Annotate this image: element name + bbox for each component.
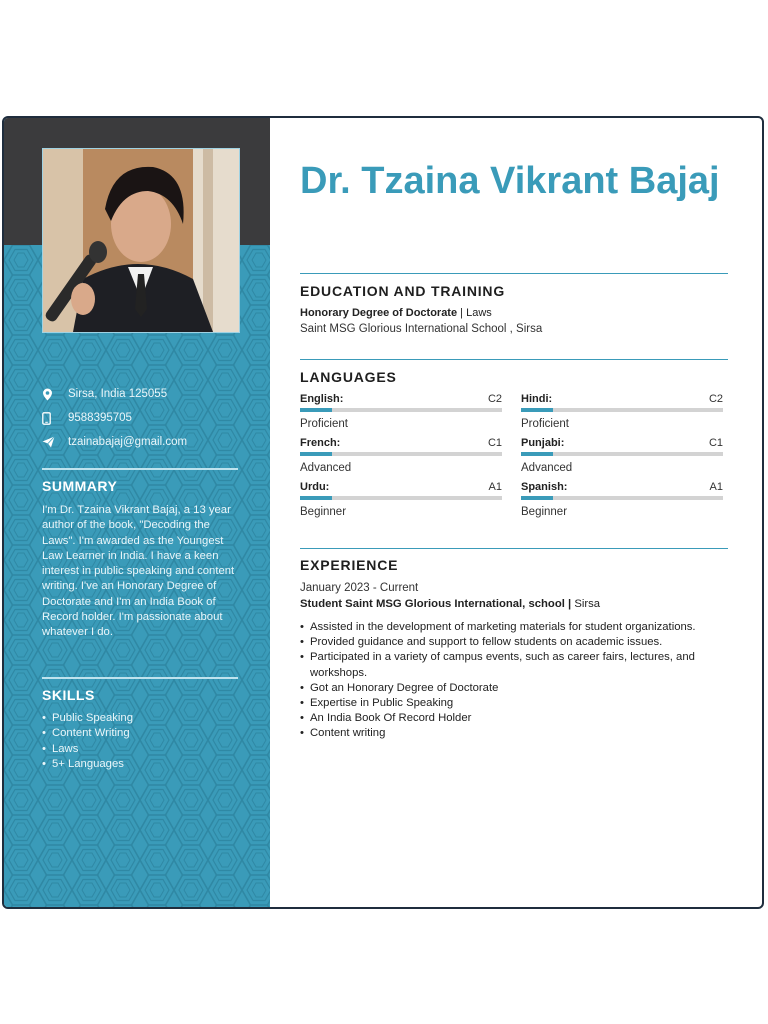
- experience-date: January 2023 - Current: [300, 582, 419, 594]
- language-item: [521, 481, 723, 518]
- language-level: A1: [709, 481, 723, 493]
- language-desc: Advanced: [300, 462, 352, 474]
- contact-phone-text: 9588395705: [68, 412, 132, 424]
- language-level: A1: [488, 481, 502, 493]
- location-pin-icon: [42, 388, 68, 401]
- candidate-name: Dr. Tzaina Vikrant Bajaj: [300, 160, 720, 202]
- paper-plane-icon: [42, 436, 68, 448]
- contact-email-text[interactable]: tzainabajaj@gmail.com: [68, 436, 188, 448]
- contact-block: [42, 382, 242, 454]
- profile-photo-illustration: [43, 149, 239, 332]
- education-field: Laws: [466, 307, 492, 319]
- skill-item: • 5+ Languages: [42, 757, 133, 772]
- contact-phone: [42, 406, 242, 430]
- experience-rule: [300, 548, 728, 549]
- experience-bullet: • An India Book Of Record Holder: [300, 711, 720, 726]
- language-bar-fill: [521, 452, 553, 456]
- experience-bullet: • Participated in a variety of campus events, such as career fairs, lectures, and workshops.: [300, 650, 720, 680]
- language-bar-fill: [300, 496, 332, 500]
- education-school: Saint MSG Glorious International School , Sirsa: [300, 323, 543, 335]
- education-heading: EDUCATION AND TRAINING: [300, 283, 506, 299]
- skills-heading: SKILLS: [42, 687, 95, 703]
- language-name: Hindi:: [521, 393, 553, 405]
- language-name: English:: [300, 393, 344, 405]
- skills-divider: [42, 677, 238, 679]
- language-item: [521, 437, 723, 474]
- language-level: C2: [708, 393, 723, 405]
- language-desc: Beginner: [300, 506, 347, 518]
- sidebar: [4, 118, 270, 907]
- skill-item: • Public Speaking: [42, 711, 133, 726]
- contact-address-text: Sirsa, India 125055: [68, 388, 168, 400]
- language-name: Spanish:: [521, 481, 568, 493]
- language-bar: [521, 452, 723, 456]
- language-bar-fill: [300, 408, 332, 412]
- language-name: French:: [300, 437, 341, 449]
- summary-heading: SUMMARY: [42, 478, 118, 494]
- resume-page: [2, 116, 764, 909]
- languages-rule: [300, 359, 728, 360]
- experience-bullet: • Provided guidance and support to fellow students on academic issues.: [300, 635, 720, 650]
- language-name: Urdu:: [300, 481, 330, 493]
- language-desc: Advanced: [521, 462, 573, 474]
- language-item: [300, 437, 502, 474]
- experience-role: Student Saint MSG Glorious International, school: [300, 598, 565, 610]
- language-desc: Proficient: [300, 418, 348, 430]
- experience-bullet: • Expertise in Public Speaking: [300, 696, 720, 711]
- summary-text: I'm Dr. Tzaina Vikrant Bajaj, a 13 year author of the book, "Decoding the Laws". I'm awarded as the Youngest Law Learner in India. I have a keen interest in public speaking and content writing. I've an Honorary Degree of Doctorate and I'm an India Book of Record holder. I'm passionate about whatever I do.: [42, 504, 235, 639]
- language-level: C2: [487, 393, 502, 405]
- experience-heading: EXPERIENCE: [300, 557, 399, 573]
- contact-address: [42, 382, 242, 406]
- language-bar: [521, 408, 723, 412]
- language-level: C1: [708, 437, 723, 449]
- education-degree-line: [300, 307, 492, 319]
- language-name: Punjabi:: [521, 437, 565, 449]
- experience-separator: |: [564, 598, 575, 610]
- language-bar-fill: [521, 408, 553, 412]
- summary-divider: [42, 468, 238, 470]
- education-rule: [300, 273, 728, 274]
- language-desc: Proficient: [521, 418, 569, 430]
- education-separator: |: [457, 307, 467, 319]
- experience-location: Sirsa: [574, 598, 601, 610]
- phone-icon: [42, 412, 68, 425]
- education-degree: Honorary Degree of Doctorate: [300, 307, 458, 319]
- language-bar: [300, 496, 502, 500]
- language-level: C1: [487, 437, 502, 449]
- language-bar: [300, 408, 502, 412]
- experience-bullet: • Content writing: [300, 726, 720, 741]
- language-item: [300, 481, 502, 518]
- profile-photo: [42, 148, 240, 333]
- language-bar-fill: [300, 452, 332, 456]
- experience-bullets: [300, 620, 720, 742]
- skill-item: • Laws: [42, 742, 133, 757]
- skills-list: [42, 711, 133, 772]
- language-item: [300, 393, 502, 430]
- language-bar: [521, 496, 723, 500]
- language-bar: [300, 452, 502, 456]
- experience-role-line: [300, 598, 600, 610]
- experience-bullet: • Got an Honorary Degree of Doctorate: [300, 681, 720, 696]
- language-desc: Beginner: [521, 506, 568, 518]
- contact-email: [42, 430, 242, 454]
- experience-bullet: • Assisted in the development of marketing materials for student organizations.: [300, 620, 720, 635]
- language-item: [521, 393, 723, 430]
- languages-heading: LANGUAGES: [300, 369, 397, 385]
- skill-item: • Content Writing: [42, 726, 133, 741]
- language-bar-fill: [521, 496, 553, 500]
